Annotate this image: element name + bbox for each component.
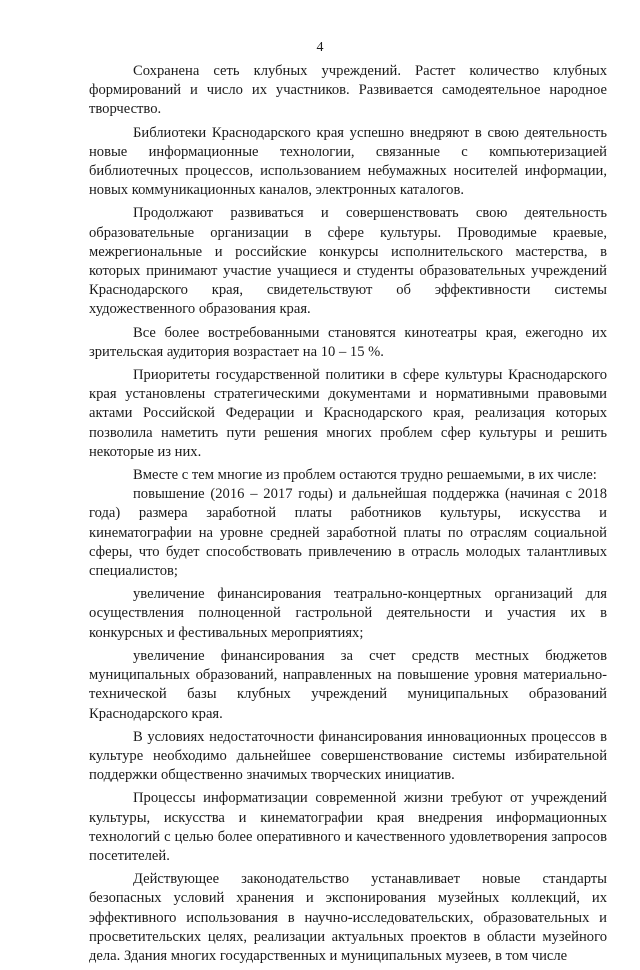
paragraph-cinemas: Все более востребованными становятся кинотеатры края, ежегодно их зрительская аудитория возрастает на 10 – 15 %.: [89, 324, 607, 360]
document-body: [89, 62, 607, 970]
paragraph-innovation-funding: В условиях недостаточности финансирования инновационных процессов в культуре необходимо дальнейшее совершенствование системы избирательной поддержки общественно значимых творческих инициатив.: [89, 728, 607, 784]
list-item-salary: повышение (2016 – 2017 годы) и дальнейшая поддержка (начиная с 2018 года) размера заработной платы работников культуры, искусства и кинематографии на уровне средней заработной платы по отраслям социальной сферы, что будет способствовать привлечению в отрасль молодых талантливых специалистов;: [89, 486, 607, 580]
list-item-theatre-funding: увеличение финансирования театрально-концертных организаций для осуществления полноценной гастрольной деятельности и участия их в конкурсных и фестивальных мероприятиях;: [89, 586, 607, 641]
paragraph-policy-priorities: Приоритеты государственной политики в сфере культуры Краснодарского края установлены стратегическими документами и нормативными правовыми актами Российской Федерации и Краснодарского края, реализация которых позволила наметить пути решения многих проблем сфер культуры и решить некоторые из них.: [89, 367, 607, 460]
paragraph-informatization: Процессы информатизации современной жизни требуют от учреждений культуры, искусства и кинематографии края внедрения информационных технологий с целью более оперативного и качественного удовлетворения запросов посетителей.: [89, 790, 607, 864]
paragraph-educational-organizations: Продолжают развиваться и совершенствовать свою деятельность образовательные организации в сфере культуры. Проводимые краевые, межрегиональные и российские конкурсы исполнительского мастерства, в которых принимают участие учащиеся и студенты образовательных учреждений Краснодарского края, свидетельствуют об эффективности системы художественного образования края.: [89, 205, 607, 318]
paragraph-museum-legislation: Действующее законодательство устанавливает новые стандарты безопасных условий хранения и экспонирования музейных коллекций, их эффективного использования в научно-исследовательских, образовательных и просветительских целях, реализации актуальных проектов в области музейного дела. Здания многих государственных и муниципальных музеев, в том числе: [89, 871, 607, 964]
paragraph-problems-intro: Вместе с тем многие из проблем остаются трудно решаемыми, в их числе:: [133, 467, 597, 484]
paragraph-club-institutions: Сохранена сеть клубных учреждений. Растет количество клубных формирований и число их участников. Развивается самодеятельное народное творчество.: [89, 63, 607, 118]
list-item-municipal-funding: увеличение финансирования за счет средств местных бюджетов муниципальных образований, направленных на повышение уровня материально-технической базы клубных учреждений муниципальных образований Краснодарского края.: [89, 647, 607, 722]
page-number: 4: [316, 40, 324, 55]
paragraph-libraries: Библиотеки Краснодарского края успешно внедряют в свою деятельность новые информационные технологии, связанные с компьютеризацией библиотечных процессов, использованием небумажных носителей информации, новых коммуникационных каналов, электронных каталогов.: [89, 124, 607, 199]
